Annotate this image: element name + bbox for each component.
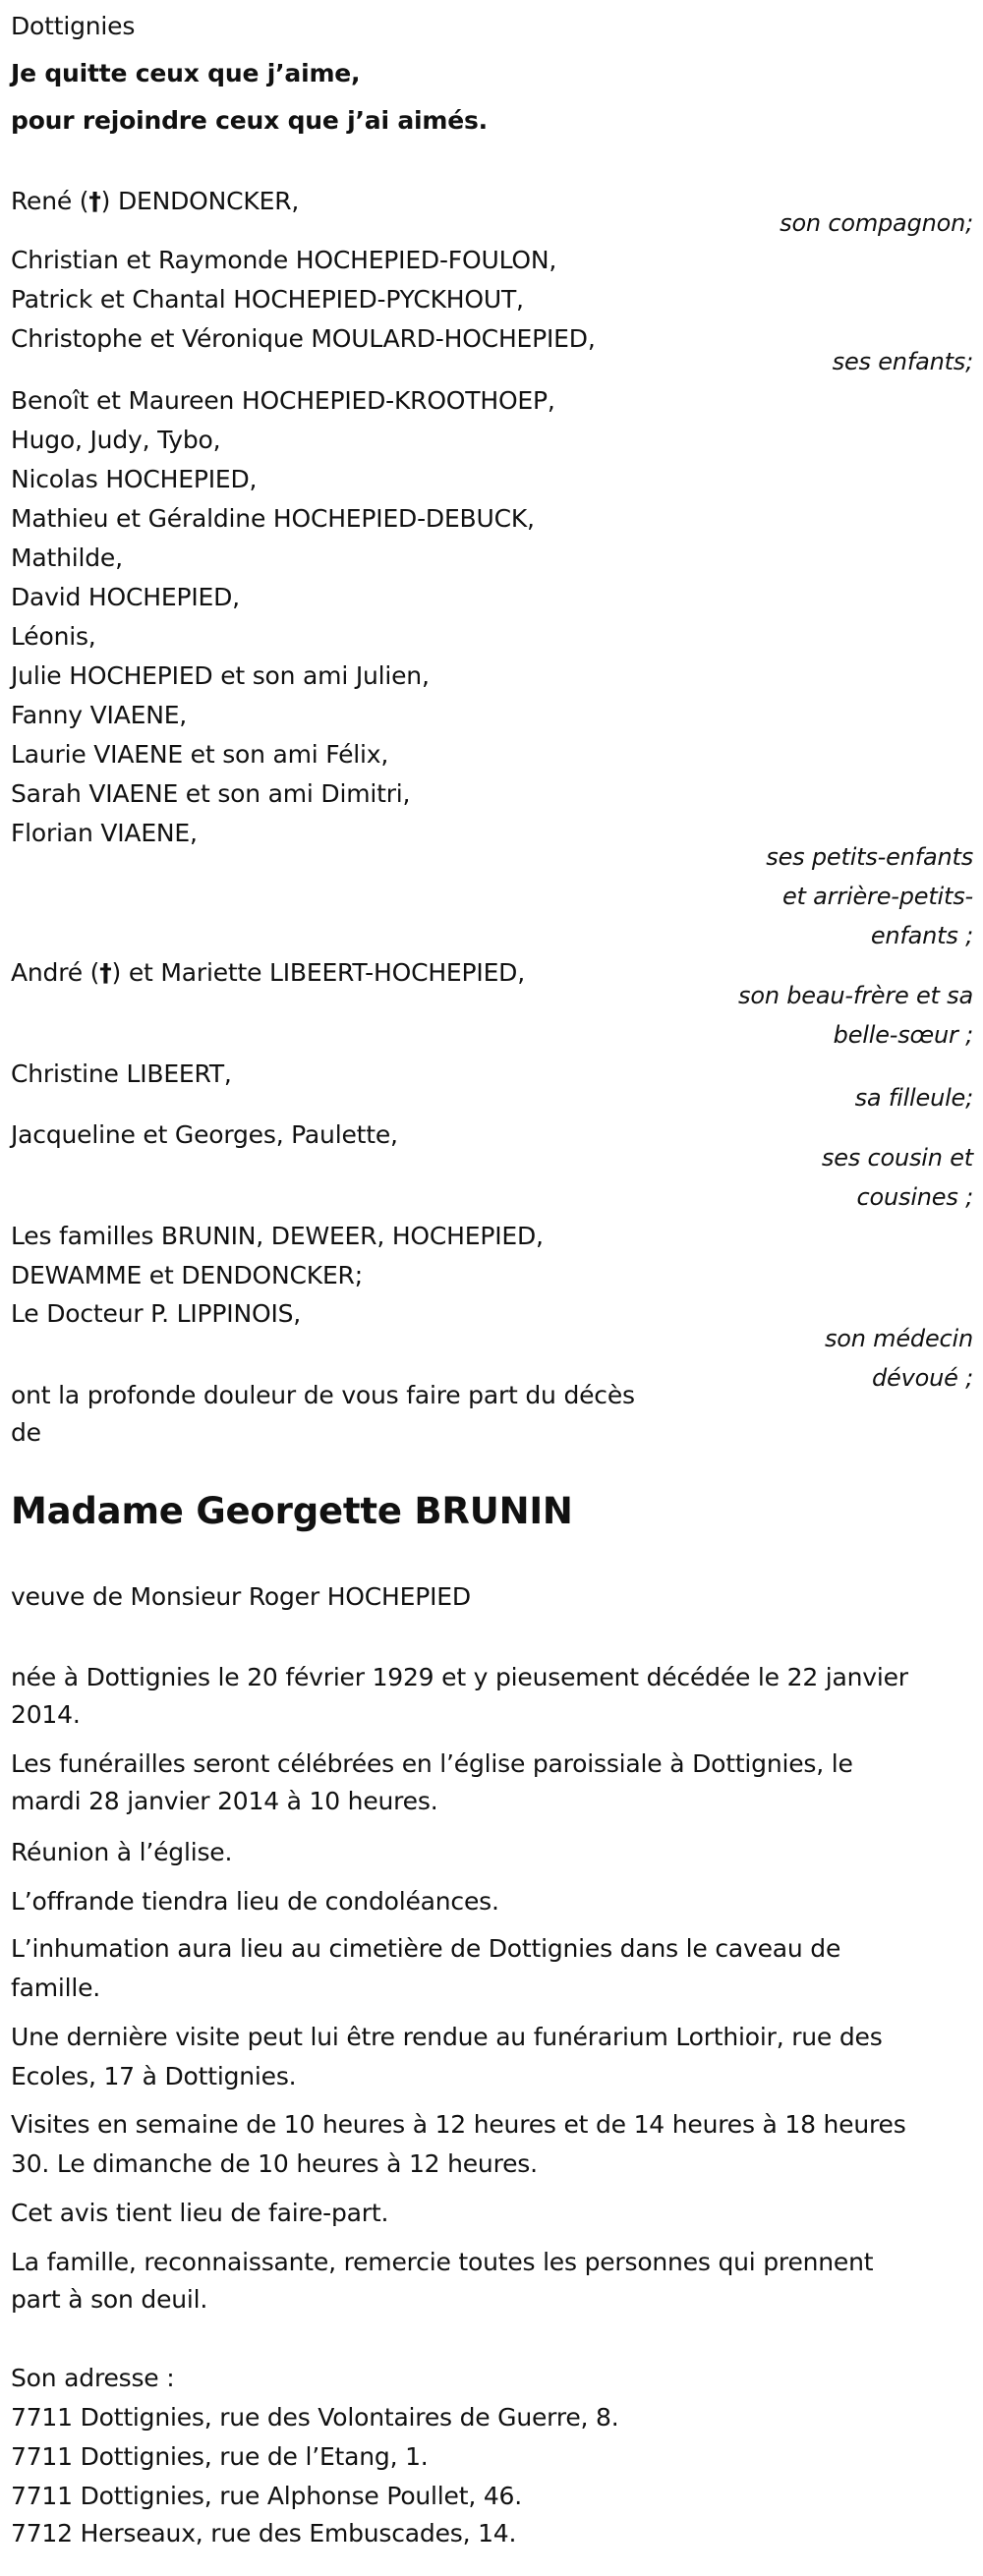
paragraph-line: Visites en semaine de 10 heures à 12 heures et de 14 heures à 18 heures xyxy=(11,2110,906,2139)
paragraph-line: Les funérailles seront célébrées en l’église paroissiale à Dottignies, le xyxy=(11,1749,853,1778)
announcement-line: ont la profonde douleur de vous faire part du décès xyxy=(11,1381,635,1409)
family-member-line: Sarah VIAENE et son ami Dimitri, xyxy=(11,779,411,808)
relation-label: et arrière-petits- xyxy=(781,883,973,910)
address-line: 7712 Herseaux, rue des Embuscades, 14. xyxy=(11,2519,517,2547)
address-line: 7711 Dottignies, rue de l’Etang, 1. xyxy=(11,2442,429,2471)
widow-of: veuve de Monsieur Roger HOCHEPIED xyxy=(11,1582,471,1611)
family-member-line: Benoît et Maureen HOCHEPIED-KROOTHOEP, xyxy=(11,386,555,415)
paragraph-line: famille. xyxy=(11,1974,101,2002)
paragraph-line: 30. Le dimanche de 10 heures à 12 heures. xyxy=(11,2149,538,2178)
address-line: 7711 Dottignies, rue Alphonse Poullet, 46. xyxy=(11,2482,522,2510)
family-member-line: David HOCHEPIED, xyxy=(11,583,240,611)
relation-label: belle-sœur ; xyxy=(833,1021,973,1049)
relation-label: sa filleule; xyxy=(854,1084,973,1112)
announcement-line: de xyxy=(11,1418,41,1447)
paragraph-line: Réunion à l’église. xyxy=(11,1838,233,1866)
place: Dottignies xyxy=(11,12,136,40)
address-label: Son adresse : xyxy=(11,2364,175,2392)
family-member-line: René (†) DENDONCKER, xyxy=(11,187,300,215)
family-member-line: Patrick et Chantal HOCHEPIED-PYCKHOUT, xyxy=(11,285,524,314)
relation-label: ses petits-enfants xyxy=(766,843,973,871)
family-member-line: André (†) et Mariette LIBEERT-HOCHEPIED, xyxy=(11,958,525,987)
family-member-line: Christine LIBEERT, xyxy=(11,1059,232,1088)
relation-label: dévoué ; xyxy=(872,1364,973,1392)
family-member-line: Mathieu et Géraldine HOCHEPIED-DEBUCK, xyxy=(11,504,535,533)
family-member-line: Julie HOCHEPIED et son ami Julien, xyxy=(11,661,430,690)
family-member-line: Hugo, Judy, Tybo, xyxy=(11,426,221,454)
relation-label: son médecin xyxy=(824,1325,973,1352)
relation-label: ses cousin et xyxy=(821,1144,973,1172)
family-member-line: DEWAMME et DENDONCKER; xyxy=(11,1261,363,1289)
relation-label: son compagnon; xyxy=(780,209,973,237)
relation-label: enfants ; xyxy=(870,922,973,949)
cross-icon: † xyxy=(99,958,112,987)
family-member-line: Mathilde, xyxy=(11,544,123,572)
paragraph-line: 2014. xyxy=(11,1700,81,1729)
relation-label: ses enfants; xyxy=(832,348,973,375)
paragraph-line: part à son deuil. xyxy=(11,2285,208,2314)
family-member-line: Christophe et Véronique MOULARD-HOCHEPIED, xyxy=(11,324,596,353)
paragraph-line: L’offrande tiendra lieu de condoléances. xyxy=(11,1887,499,1916)
cross-icon: † xyxy=(88,187,101,215)
address-line: 7711 Dottignies, rue des Volontaires de Guerre, 8. xyxy=(11,2403,619,2432)
paragraph-line: L’inhumation aura lieu au cimetière de Dottignies dans le caveau de xyxy=(11,1934,841,1963)
paragraph-line: mardi 28 janvier 2014 à 10 heures. xyxy=(11,1787,438,1815)
relation-label: cousines ; xyxy=(856,1183,973,1211)
family-member-line: Le Docteur P. LIPPINOIS, xyxy=(11,1299,302,1328)
family-member-line: Les familles BRUNIN, DEWEER, HOCHEPIED, xyxy=(11,1222,544,1250)
family-member-line: Christian et Raymonde HOCHEPIED-FOULON, xyxy=(11,246,557,274)
family-member-line: Florian VIAENE, xyxy=(11,819,198,847)
family-member-line: Nicolas HOCHEPIED, xyxy=(11,465,258,493)
paragraph-line: Une dernière visite peut lui être rendue au funérarium Lorthioir, rue des xyxy=(11,2023,883,2051)
family-member-line: Léonis, xyxy=(11,622,96,651)
family-member-line: Laurie VIAENE et son ami Félix, xyxy=(11,740,389,769)
epigraph-line: Je quitte ceux que j’aime, xyxy=(11,59,361,87)
deceased-name: Madame Georgette BRUNIN xyxy=(11,1490,573,1532)
paragraph-line: Ecoles, 17 à Dottignies. xyxy=(11,2062,297,2090)
paragraph-line: La famille, reconnaissante, remercie toutes les personnes qui prennent xyxy=(11,2248,874,2276)
paragraph-line: née à Dottignies le 20 février 1929 et y pieusement décédée le 22 janvier xyxy=(11,1663,908,1691)
epigraph-line: pour rejoindre ceux que j’ai aimés. xyxy=(11,106,488,135)
paragraph-line: Cet avis tient lieu de faire-part. xyxy=(11,2199,389,2227)
relation-label: son beau-frère et sa xyxy=(738,982,973,1009)
family-member-line: Fanny VIAENE, xyxy=(11,701,188,729)
family-member-line: Jacqueline et Georges, Paulette, xyxy=(11,1120,398,1149)
